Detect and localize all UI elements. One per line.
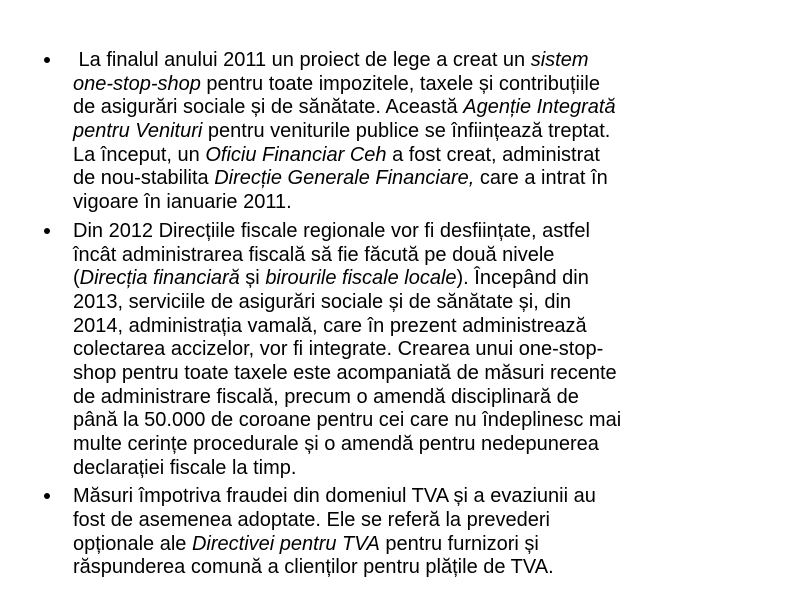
- bullet-list: [73, 49, 773, 580]
- italic-term: pentru Venituri: [73, 120, 203, 143]
- bullet-item: [73, 485, 773, 580]
- bullet-item: [73, 220, 773, 481]
- text-segment: și: [239, 267, 266, 290]
- text-segment: La început, un: [73, 143, 206, 166]
- italic-term: sistem: [530, 49, 589, 71]
- text-segment: răspunderea comună a clienților pentru plățile de TVA.: [73, 556, 554, 579]
- text-line: [73, 144, 773, 168]
- text-line: [73, 244, 773, 268]
- text-segment: de nou-stabilita: [73, 167, 215, 190]
- text-segment: 2014, administrația vamală, care în prezent administrează: [73, 314, 587, 337]
- bullet-item: [73, 49, 773, 215]
- text-line: [73, 291, 773, 315]
- text-segment: (: [73, 267, 80, 290]
- text-segment: care a intrat în: [474, 167, 608, 190]
- text-segment: pentru furnizori și: [379, 532, 539, 555]
- text-line: [73, 509, 773, 533]
- text-line: [73, 485, 773, 509]
- text-segment: multe cerințe procedurale și o amendă pentru nedepunerea: [73, 433, 599, 455]
- italic-term: Direcția financiară: [79, 267, 240, 290]
- italic-term: Directivei pentru TVA: [191, 532, 380, 555]
- italic-term: Agenție Integrată: [463, 96, 616, 119]
- text-line: [73, 49, 773, 73]
- text-segment: colectarea accizelor, vor fi integrate. Crearea unui one-stop-: [73, 338, 604, 361]
- italic-term: one-stop-shop: [73, 72, 201, 95]
- italic-term: birourile fiscale locale: [265, 267, 457, 290]
- italic-term: Direcție Generale Financiare,: [214, 167, 475, 190]
- text-segment: a fost creat, administrat: [386, 143, 600, 166]
- text-line: [73, 409, 773, 433]
- bullet-icon: [44, 57, 50, 63]
- text-line: [73, 556, 773, 580]
- bullet-icon: [44, 228, 50, 234]
- text-segment: de asigurări sociale și de sănătate. Această: [73, 96, 464, 119]
- text-line: [73, 457, 773, 481]
- text-line: [73, 96, 773, 120]
- text-segment: de administrare fiscală, precum o amendă disciplinară de: [73, 385, 579, 408]
- text-line: [73, 267, 773, 291]
- text-line: [73, 120, 773, 144]
- text-line: [73, 338, 773, 362]
- text-line: [73, 167, 773, 191]
- text-segment: încât administrarea fiscală să fie făcută pe două nivele: [73, 243, 555, 266]
- text-line: [73, 386, 773, 410]
- text-segment: ). Începând din: [456, 267, 589, 290]
- text-line: [73, 220, 773, 244]
- text-segment: declarației fiscale la timp.: [73, 456, 297, 479]
- bullet-icon: [44, 493, 50, 499]
- text-segment: Măsuri împotriva fraudei din domeniul TVA și a evaziunii au: [73, 485, 596, 508]
- text-segment: La finalul anului 2011 un proiect de lege a creat un: [73, 49, 531, 71]
- text-segment: vigoare în ianuarie 2011.: [73, 191, 292, 214]
- text-line: [73, 315, 773, 339]
- text-line: [73, 433, 773, 457]
- text-line: [73, 191, 773, 215]
- text-segment: pentru toate impozitele, taxele și contribuțiile: [200, 72, 600, 95]
- text-segment: fost de asemenea adoptate. Ele se referă la prevederi: [73, 509, 550, 532]
- text-line: [73, 362, 773, 386]
- text-segment: opționale ale: [73, 532, 192, 555]
- text-segment: 2013, serviciile de asigurări sociale și de sănătate și, din: [73, 290, 572, 313]
- text-segment: Din 2012 Direcțiile fiscale regionale vor fi desființate, astfel: [73, 219, 590, 242]
- text-segment: pentru veniturile publice se înființează treptat.: [202, 120, 611, 143]
- text-line: [73, 533, 773, 557]
- text-segment: shop pentru toate taxele este acompaniată de măsuri recente: [73, 361, 617, 384]
- text-line: [73, 73, 773, 97]
- text-segment: până la 50.000 de coroane pentru cei care nu îndeplinesc mai: [73, 409, 622, 432]
- italic-term: Oficiu Financiar Ceh: [205, 143, 387, 166]
